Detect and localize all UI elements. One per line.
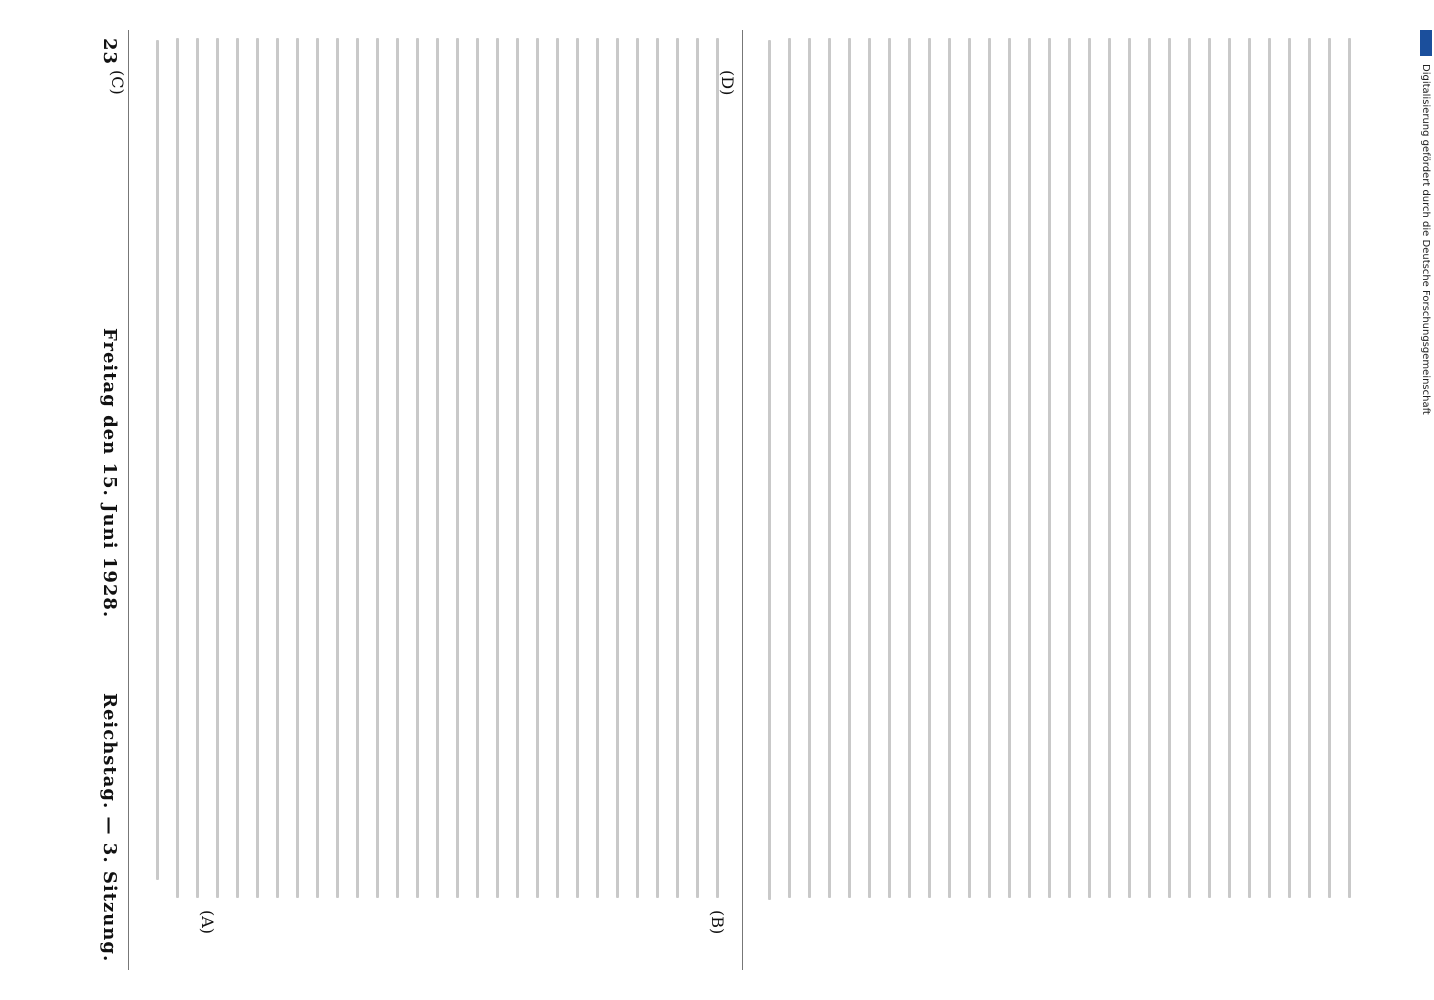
text-line-placeholder [296, 38, 299, 898]
digitization-note [1420, 30, 1432, 970]
text-line-placeholder [1108, 38, 1111, 898]
text-line-placeholder [1128, 38, 1131, 898]
text-column-left [136, 30, 736, 970]
text-line-placeholder [1148, 38, 1151, 898]
text-line-placeholder [1328, 38, 1331, 898]
text-line-placeholder [1088, 38, 1091, 898]
text-line-placeholder [596, 38, 599, 898]
text-line-placeholder [888, 38, 891, 898]
text-line-placeholder [416, 38, 419, 898]
text-line-placeholder [696, 38, 699, 898]
text-line-placeholder [396, 38, 399, 898]
page-number: 23 [99, 38, 120, 66]
text-line-placeholder [848, 38, 851, 898]
text-line-placeholder [556, 38, 559, 898]
text-line-placeholder [496, 38, 499, 898]
header-rule [128, 30, 129, 970]
text-line-placeholder [1008, 38, 1011, 898]
text-line-placeholder [536, 38, 539, 898]
text-line-placeholder [516, 38, 519, 898]
text-line-placeholder [716, 38, 719, 898]
text-line-placeholder [616, 38, 619, 898]
text-line-placeholder [376, 38, 379, 898]
text-line-placeholder [316, 38, 319, 898]
text-line-placeholder [868, 38, 871, 898]
text-line-placeholder [1028, 38, 1031, 898]
text-line-placeholder [908, 38, 911, 898]
text-line-placeholder [436, 38, 439, 898]
text-line-placeholder [1228, 38, 1231, 898]
text-line-placeholder [1268, 38, 1271, 898]
running-head-left: Reichstag. — 3. Sitzung. [99, 692, 120, 962]
text-line-placeholder [788, 38, 791, 898]
text-line-placeholder [948, 38, 951, 898]
text-line-placeholder [828, 38, 831, 898]
text-line-placeholder [176, 38, 179, 898]
text-line-placeholder [256, 38, 259, 898]
margin-mark-d: (D) [718, 70, 737, 96]
text-line-placeholder [196, 38, 199, 898]
text-line-placeholder [636, 38, 639, 898]
text-line-placeholder [456, 38, 459, 898]
text-line-placeholder [1188, 38, 1191, 898]
text-line-placeholder [336, 38, 339, 898]
margin-mark-a: (A) [198, 910, 217, 935]
text-line-placeholder [1068, 38, 1071, 898]
text-line-placeholder [988, 38, 991, 898]
text-line-placeholder [1288, 38, 1291, 898]
column-rule [742, 30, 743, 970]
text-line-placeholder [808, 38, 811, 898]
text-column-right [748, 30, 1388, 970]
text-line-placeholder [476, 38, 479, 898]
text-line-placeholder [1348, 38, 1351, 898]
text-line-placeholder [1308, 38, 1311, 898]
text-line-placeholder [656, 38, 659, 898]
running-head-date: Freitag den 15. Juni 1928. [99, 328, 120, 619]
text-line-placeholder [1248, 38, 1251, 898]
margin-mark-c: (C) [108, 70, 127, 95]
text-line-placeholder [276, 38, 279, 898]
text-line-placeholder [356, 38, 359, 898]
running-head [96, 38, 120, 962]
newspaper-page [88, 30, 1408, 970]
text-line-placeholder [236, 38, 239, 898]
text-line-placeholder [1168, 38, 1171, 898]
margin-mark-b: (B) [708, 910, 727, 935]
digitization-text: Digitalisierung gefördert durch die Deutsche Forschungsgemeinschaft [1420, 64, 1431, 415]
text-line-placeholder [576, 38, 579, 898]
text-line-placeholder [768, 40, 771, 900]
text-line-placeholder [676, 38, 679, 898]
text-line-placeholder [156, 40, 159, 880]
dfg-logo [1420, 30, 1432, 56]
text-line-placeholder [216, 38, 219, 898]
text-line-placeholder [1048, 38, 1051, 898]
text-line-placeholder [968, 38, 971, 898]
text-line-placeholder [1208, 38, 1211, 898]
text-line-placeholder [928, 38, 931, 898]
